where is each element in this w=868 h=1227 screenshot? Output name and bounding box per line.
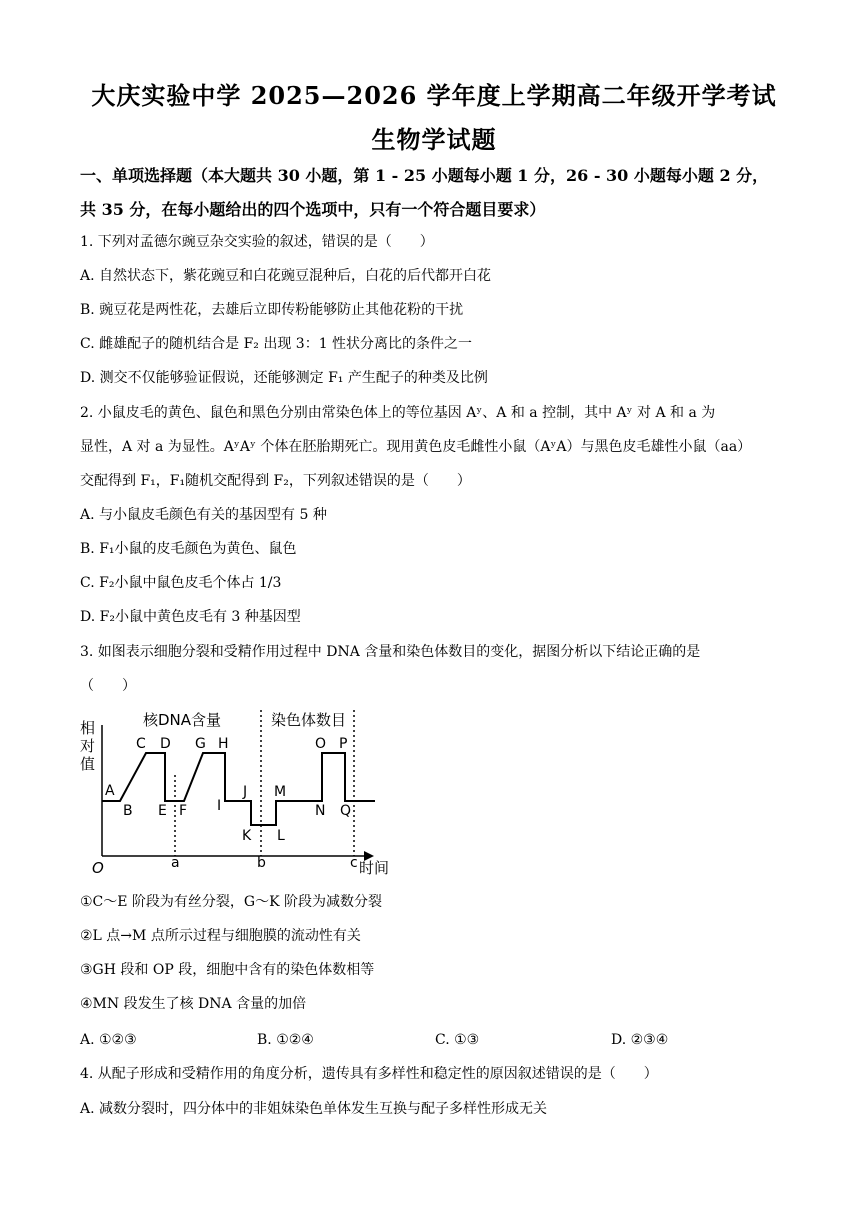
- origin-label: O: [92, 859, 104, 877]
- point-l: L: [277, 828, 285, 844]
- value-curve: [102, 753, 375, 825]
- point-q: Q: [340, 803, 352, 819]
- point-n: N: [315, 803, 326, 819]
- q2-option-d: D. F₂小鼠中黄色皮毛有 3 种基因型: [80, 609, 301, 625]
- q3-statement-3: ③GH 段和 OP 段，细胞中含有的染色体数相等: [80, 962, 375, 978]
- q2-option-b: B. F₁小鼠的皮毛颜色为黄色、鼠色: [80, 541, 297, 557]
- q2-stem-line2: 显性，A 对 a 为显性。AʸAʸ 个体在胚胎期死亡。现用黄色皮毛雌性小鼠（AʸA）与黑色皮毛雄性小鼠（aa）: [80, 439, 752, 455]
- q3-statement-4: ④MN 段发生了核 DNA 含量的加倍: [80, 996, 307, 1012]
- point-d: D: [160, 736, 171, 752]
- q1-option-a: A. 自然状态下，紫花豌豆和白花豌豆混种后，白花的后代都开白花: [80, 268, 492, 284]
- section-label-dna: 核DNA含量: [143, 711, 222, 729]
- q4-stem: 4. 从配子形成和受精作用的角度分析，遗传具有多样性和稳定性的原因叙述错误的是（ ）: [80, 1066, 658, 1082]
- point-a: A: [105, 783, 115, 799]
- q3-option-a: A. ①②③: [80, 1032, 137, 1048]
- q3-statement-2: ②L 点→M 点所示过程与细胞膜的流动性有关: [80, 928, 361, 944]
- point-m: M: [274, 784, 287, 800]
- q1-option-b: B. 豌豆花是两性花，去雄后立即传粉能够防止其他花粉的干扰: [80, 302, 464, 318]
- y-axis-char-1: 相: [80, 719, 96, 737]
- q3-statement-1: ①C～E 阶段为有丝分裂，G～K 阶段为减数分裂: [80, 894, 383, 910]
- q3-stem-line2: （ ）: [80, 678, 136, 694]
- point-k: K: [242, 828, 252, 844]
- y-axis-char-2: 对: [80, 737, 96, 755]
- point-c: C: [136, 736, 146, 752]
- point-o: O: [315, 736, 327, 752]
- q1-stem: 1. 下列对孟德尔豌豆杂交实验的叙述，错误的是（ ）: [80, 234, 434, 250]
- point-g: G: [195, 736, 206, 752]
- page-subtitle: 生物学试题: [371, 125, 497, 154]
- q1-option-c: C. 雌雄配子的随机结合是 F₂ 出现 3：1 性状分离比的条件之一: [80, 336, 473, 352]
- point-h: H: [218, 736, 229, 752]
- section-heading-line2: 共 35 分，在每小题给出的四个选项中，只有一个符合题目要求）: [80, 200, 546, 219]
- q2-option-a: A. 与小鼠皮毛颜色有关的基因型有 5 种: [80, 507, 327, 523]
- y-axis-char-3: 值: [80, 755, 96, 773]
- q2-stem-line1: 2. 小鼠皮毛的黄色、鼠色和黑色分别由常染色体上的等位基因 Aʸ、A 和 a 控制，其中 Aʸ 对 A 和 a 为: [80, 405, 716, 421]
- section-label-chromosome: 染色体数目: [271, 711, 347, 729]
- point-i: I: [217, 798, 222, 814]
- point-e: E: [158, 803, 167, 819]
- tick-b: b: [257, 855, 266, 871]
- point-f: F: [179, 803, 188, 819]
- point-p: P: [339, 736, 348, 752]
- q1-option-d: D. 测交不仅能够验证假说，还能够测定 F₁ 产生配子的种类及比例: [80, 370, 488, 386]
- section-heading-line1: 一、单项选择题（本大题共 30 小题，第 1 - 25 小题每小题 1 分，26 - 30 小题每小题 2 分，: [80, 166, 769, 185]
- x-axis-label: 时间: [359, 859, 390, 877]
- q3-option-c: C. ①③: [435, 1032, 480, 1048]
- point-b: B: [123, 803, 133, 819]
- q2-option-c: C. F₂小鼠中鼠色皮毛个体占 1/3: [80, 575, 282, 591]
- q3-option-b: B. ①②④: [257, 1032, 314, 1048]
- tick-c: c: [350, 855, 358, 871]
- q3-option-d: D. ②③④: [611, 1032, 669, 1048]
- dna-chromosome-figure: [78, 705, 398, 880]
- page-title: 大庆实验中学 2025—2026 学年度上学期高二年级开学考试: [91, 81, 777, 110]
- q3-stem-line1: 3. 如图表示细胞分裂和受精作用过程中 DNA 含量和染色体数目的变化，据图分析以下结论正确的是: [80, 644, 701, 660]
- tick-a: a: [171, 855, 180, 871]
- point-j: J: [243, 784, 248, 800]
- q4-option-a: A. 减数分裂时，四分体中的非姐妹染色单体发生互换与配子多样性形成无关: [80, 1101, 548, 1117]
- q2-stem-line3: 交配得到 F₁，F₁随机交配得到 F₂，下列叙述错误的是（ ）: [80, 473, 471, 489]
